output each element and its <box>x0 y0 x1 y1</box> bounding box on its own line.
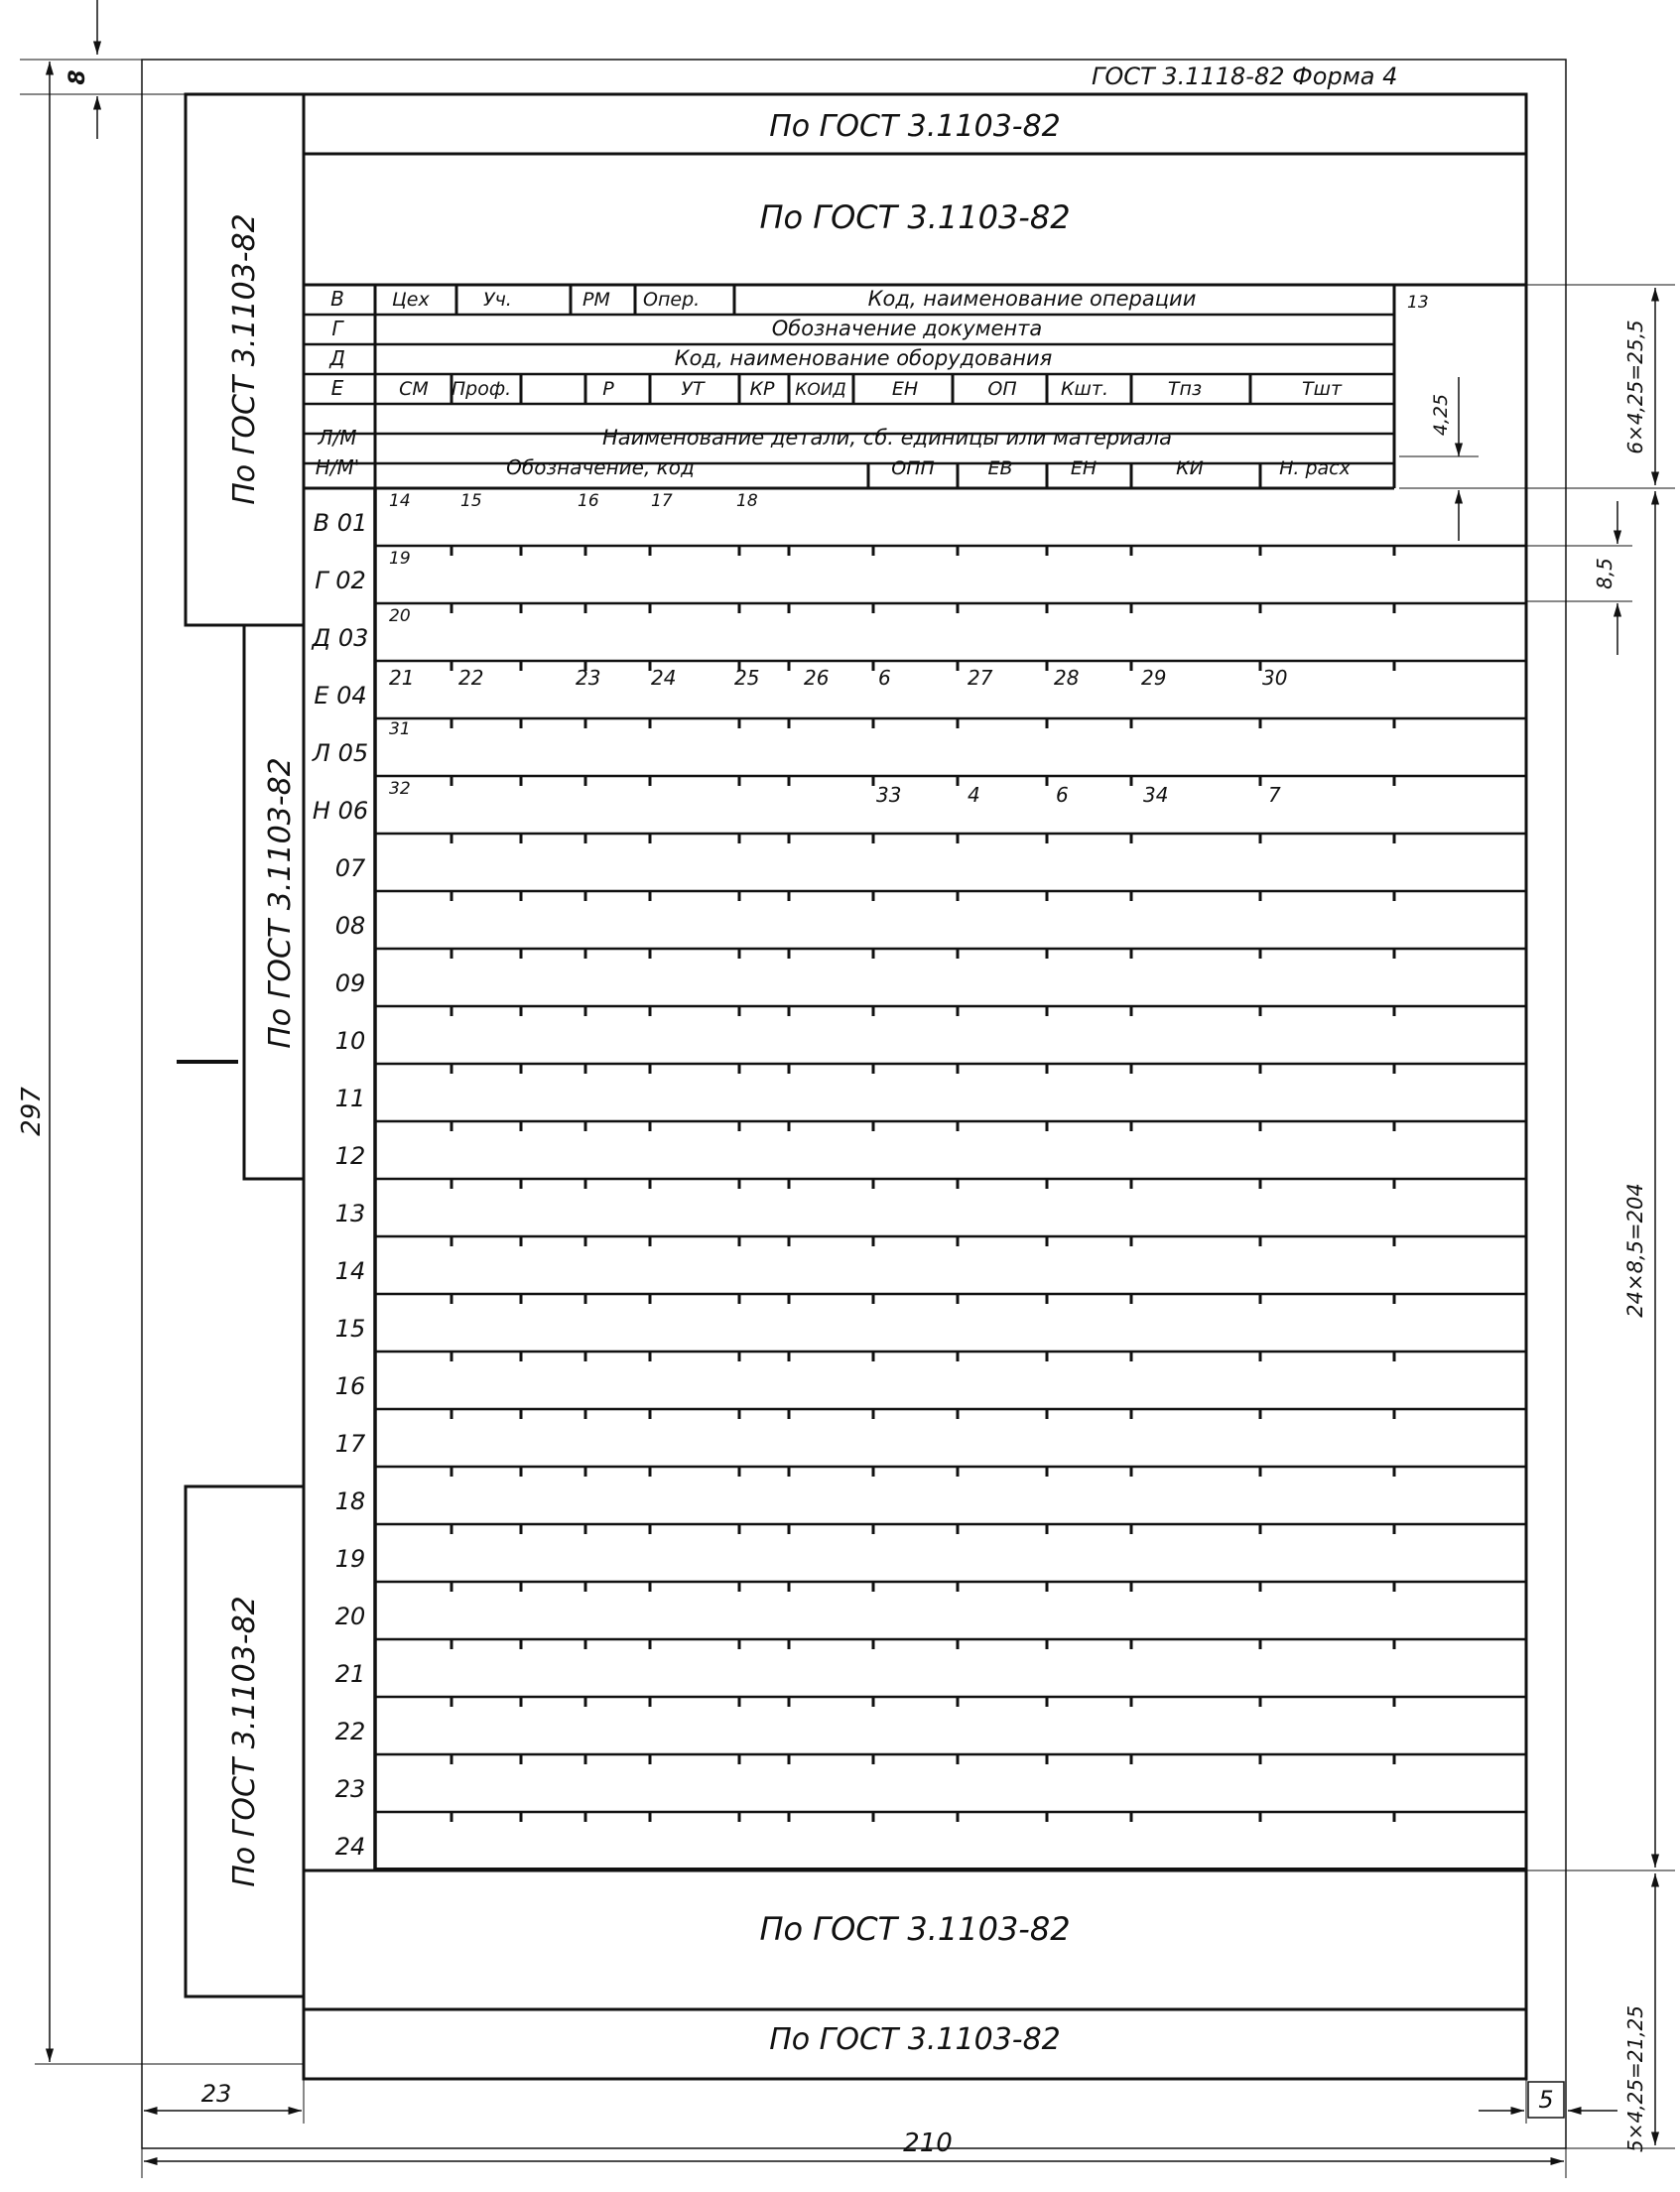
row-label: В 01 <box>313 509 368 537</box>
header-cell-ki: КИ <box>1176 457 1204 479</box>
field-num-32: 32 <box>389 779 411 799</box>
field-num-20: 20 <box>389 606 411 626</box>
row-label: 10 <box>334 1027 366 1055</box>
header-cell-kod-operacii: Код, наименование операции <box>867 287 1197 311</box>
body-rows <box>375 488 1526 1870</box>
header-cell-en: ЕН <box>891 378 919 400</box>
header-cell-sm: СМ <box>399 378 429 400</box>
header-cell-oboznachenie-kod: Обозначение, код <box>506 455 695 479</box>
dim-total-width: 210 <box>903 2128 953 2158</box>
row-label: 11 <box>334 1085 366 1112</box>
gost-ref-top-2: По ГОСТ 3.1103-82 <box>759 198 1071 236</box>
header-cell-kr: КР <box>749 378 775 400</box>
dim-right-margin: 5 <box>1538 2086 1554 2114</box>
header-row-label-lm: Л/М <box>318 426 357 450</box>
row-label: Н 06 <box>312 797 369 825</box>
row-labels <box>312 509 369 1861</box>
field-num-31: 31 <box>389 719 411 739</box>
field-num-24: 24 <box>651 666 677 690</box>
row-label: 09 <box>334 969 366 997</box>
header-cell-kod-oborudovaniya: Код, наименование оборудования <box>674 346 1053 370</box>
field-num-28: 28 <box>1054 666 1080 690</box>
field-num-26: 26 <box>804 666 830 690</box>
field-num-22: 22 <box>458 666 484 690</box>
header-cell-n-rash: Н. расх <box>1279 457 1351 479</box>
dim-sub-height: 4,25 <box>1430 393 1452 437</box>
field-num-23: 23 <box>576 666 601 690</box>
dim-total-height: 297 <box>17 1087 47 1136</box>
row-label: 15 <box>334 1315 366 1343</box>
field-num-25: 25 <box>734 666 760 690</box>
field-num-21: 21 <box>389 666 415 690</box>
row-label: 14 <box>334 1257 366 1285</box>
field-num-19: 19 <box>389 549 411 569</box>
header-cell-opp: ОПП <box>891 457 935 479</box>
row-label: 18 <box>334 1487 366 1515</box>
header-cell-en-2: ЕН <box>1070 457 1098 479</box>
row-label: Е 04 <box>314 682 367 709</box>
header-cell-oboznachenie-dokumenta: Обозначение документа <box>771 317 1043 340</box>
field-num-27: 27 <box>968 666 993 690</box>
header-cell-prof: Проф. <box>451 378 512 400</box>
header-cell-tsht: Тшт <box>1301 378 1343 400</box>
header-cell-naimenovanie-detali: Наименование детали, сб. единицы или материала <box>601 426 1173 450</box>
header-cell-r: Р <box>602 378 614 400</box>
dim-top-margin: 8 <box>65 69 90 85</box>
field-num-7: 7 <box>1268 783 1281 807</box>
field-num-4: 4 <box>968 783 980 807</box>
row-label: 08 <box>334 912 366 940</box>
header-cell-rm: РМ <box>582 289 610 311</box>
header-cell-ev: ЕВ <box>987 457 1013 479</box>
row-label: 20 <box>334 1603 366 1630</box>
dim-body-height: 24×8,5=204 <box>1623 1183 1647 1318</box>
header-cell-ut: УТ <box>681 378 705 400</box>
field-num-18: 18 <box>736 491 758 511</box>
dim-row-height: 8,5 <box>1593 558 1616 589</box>
gost-ref-side-2: По ГОСТ 3.1103-82 <box>263 757 298 1049</box>
field-num-16: 16 <box>578 491 599 511</box>
row-label: 16 <box>334 1372 366 1400</box>
header-row-label-e: Е <box>330 376 344 400</box>
row-label: 24 <box>334 1833 366 1861</box>
field-num-13: 13 <box>1407 293 1429 313</box>
field-num-15: 15 <box>460 491 482 511</box>
row-label: 23 <box>334 1775 366 1803</box>
field-num-17: 17 <box>651 491 673 511</box>
field-num-6b: 6 <box>1056 783 1069 807</box>
header-row-label-d: Д <box>329 346 345 370</box>
field-num-29: 29 <box>1141 666 1167 690</box>
row-label: Д 03 <box>312 624 369 652</box>
header-row-label-nm: Н/М' <box>315 455 360 479</box>
row-label: 13 <box>334 1200 366 1227</box>
header-cell-op: ОП <box>987 378 1017 400</box>
row-label: 17 <box>334 1430 366 1458</box>
header-cell-oper: Опер. <box>643 289 701 311</box>
header-cell-ceh: Цех <box>392 289 430 311</box>
form-label: ГОСТ 3.1118-82 Форма 4 <box>1092 63 1398 90</box>
field-num-6a: 6 <box>878 666 891 690</box>
row-label: 12 <box>334 1142 366 1170</box>
row-label: Л 05 <box>312 739 369 767</box>
gost-ref-bottom-1: По ГОСТ 3.1103-82 <box>759 1910 1071 1948</box>
dim-footer-height: 5×4,25=21,25 <box>1623 2004 1647 2153</box>
row-label: 07 <box>334 854 366 882</box>
dim-left-margin: 23 <box>200 2080 232 2108</box>
row-label: Г 02 <box>315 567 366 594</box>
header-cell-ksht: Кшт. <box>1061 378 1108 400</box>
header-cell-tpz: Тпз <box>1167 378 1203 400</box>
dim-header-height: 6×4,25=25,5 <box>1623 320 1647 454</box>
gost-ref-side-3: По ГОСТ 3.1103-82 <box>227 1596 262 1887</box>
field-num-30: 30 <box>1262 666 1288 690</box>
header-cell-koid: КОИД <box>795 380 846 400</box>
header-row-label-v: В <box>330 287 344 311</box>
gost-ref-side-1: По ГОСТ 3.1103-82 <box>227 213 262 505</box>
field-num-34: 34 <box>1143 783 1169 807</box>
gost-ref-top-1: По ГОСТ 3.1103-82 <box>769 109 1061 144</box>
field-num-14: 14 <box>389 491 411 511</box>
row-label: 22 <box>334 1718 366 1745</box>
field-num-33: 33 <box>876 783 902 807</box>
header-row-label-g: Г <box>331 317 343 340</box>
row-label: 19 <box>334 1545 366 1573</box>
header-cell-uch: Уч. <box>483 289 512 311</box>
gost-ref-bottom-2: По ГОСТ 3.1103-82 <box>769 2022 1061 2057</box>
row-label: 21 <box>334 1660 366 1688</box>
